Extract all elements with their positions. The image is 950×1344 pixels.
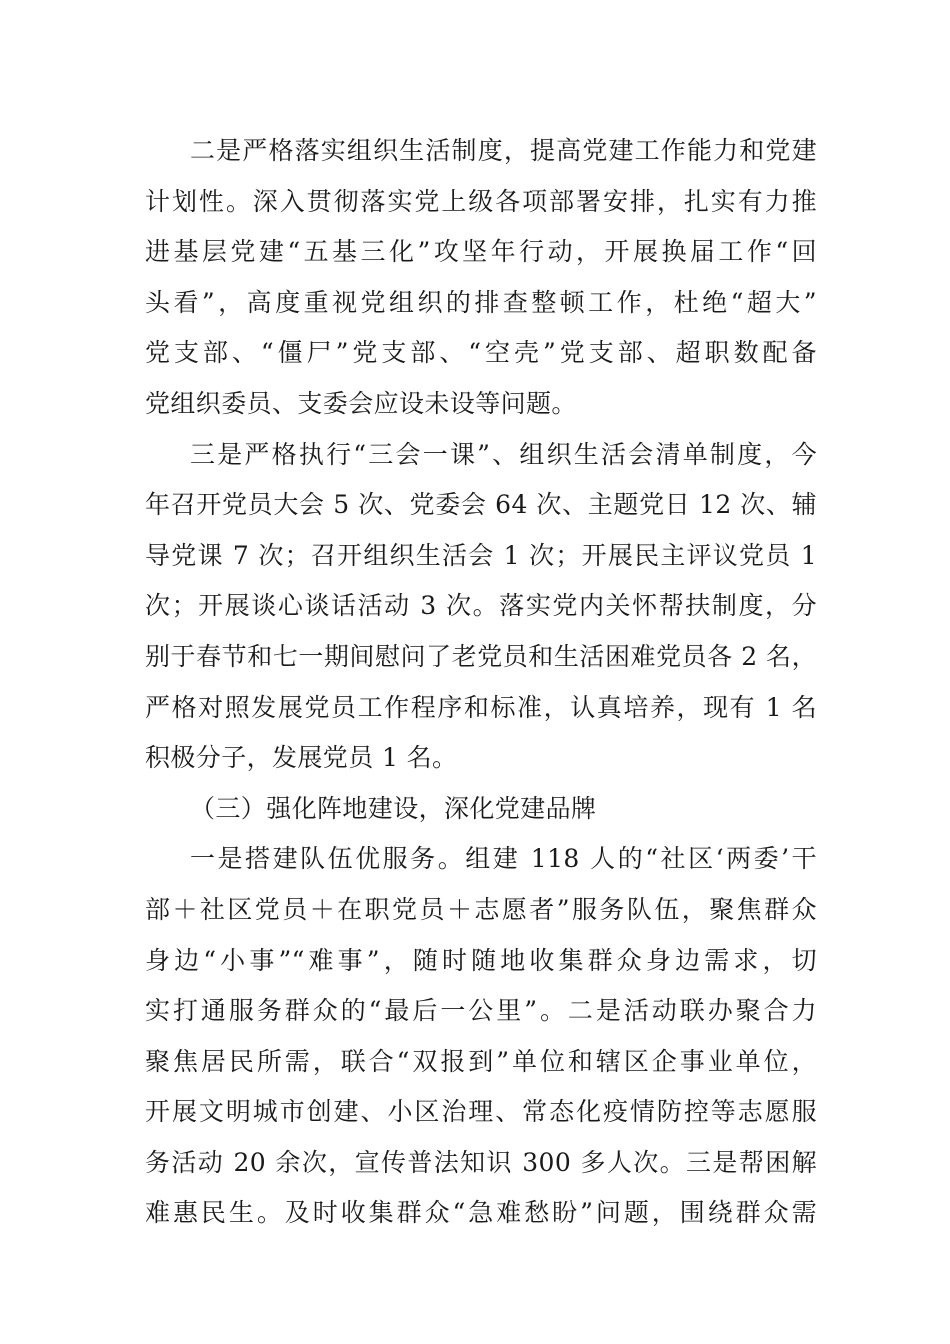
- text-line: 务活动 20 余次，宣传普法知识 300 多人次。三是帮困解: [145, 1147, 817, 1177]
- text-line: 党支部、“僵尸”党支部、“空壳”党支部、超职数配备: [145, 338, 817, 368]
- text-line: 部＋社区党员＋在职党员＋志愿者”服务队伍，聚焦群众: [145, 894, 817, 924]
- text-line: 年召开党员大会 5 次、党委会 64 次、主题党日 12 次、辅: [145, 490, 817, 520]
- text-line: 进基层党建“五基三化”攻坚年行动，开展换届工作“回: [145, 237, 817, 267]
- text-line: 身边“小事”“难事”，随时随地收集群众身边需求，切: [145, 945, 817, 975]
- text-line: 三是严格执行“三会一课”、组织生活会清单制度，今: [190, 439, 817, 469]
- text-line: 聚焦居民所需，联合“双报到”单位和辖区企事业单位，: [145, 1046, 817, 1076]
- text-line: 难惠民生。及时收集群众“急难愁盼”问题，围绕群众需: [145, 1198, 817, 1228]
- text-line: 实打通服务群众的“最后一公里”。二是活动联办聚合力: [145, 996, 817, 1026]
- text-line: 别于春节和七一期间慰问了老党员和生活困难党员各 2 名，: [145, 641, 817, 671]
- text-line: 开展文明城市创建、小区治理、常态化疫情防控等志愿服: [145, 1097, 817, 1127]
- text-line: 党组织委员、支委会应设未设等问题。: [145, 388, 577, 418]
- text-line: 导党课 7 次；召开组织生活会 1 次；开展民主评议党员 1: [145, 540, 817, 570]
- document-body: [145, 126, 817, 1239]
- text-line: 积极分子，发展党员 1 名。: [145, 743, 458, 773]
- text-line: 严格对照发展党员工作程序和标准，认真培养，现有 1 名: [145, 692, 817, 722]
- text-line: （三）强化阵地建设，深化党建品牌: [190, 793, 597, 823]
- text-line: 头看”，高度重视党组织的排查整顿工作，杜绝“超大”: [145, 287, 817, 317]
- text-line: 一是搭建队伍优服务。组建 118 人的“社区‘两委’干: [190, 844, 817, 874]
- text-line: 二是严格落实组织生活制度，提高党建工作能力和党建: [190, 136, 817, 165]
- text-line: 次；开展谈心谈话活动 3 次。落实党内关怀帮扶制度，分: [145, 591, 817, 621]
- text-line: 计划性。深入贯彻落实党上级各项部署安排，扎实有力推: [145, 186, 817, 216]
